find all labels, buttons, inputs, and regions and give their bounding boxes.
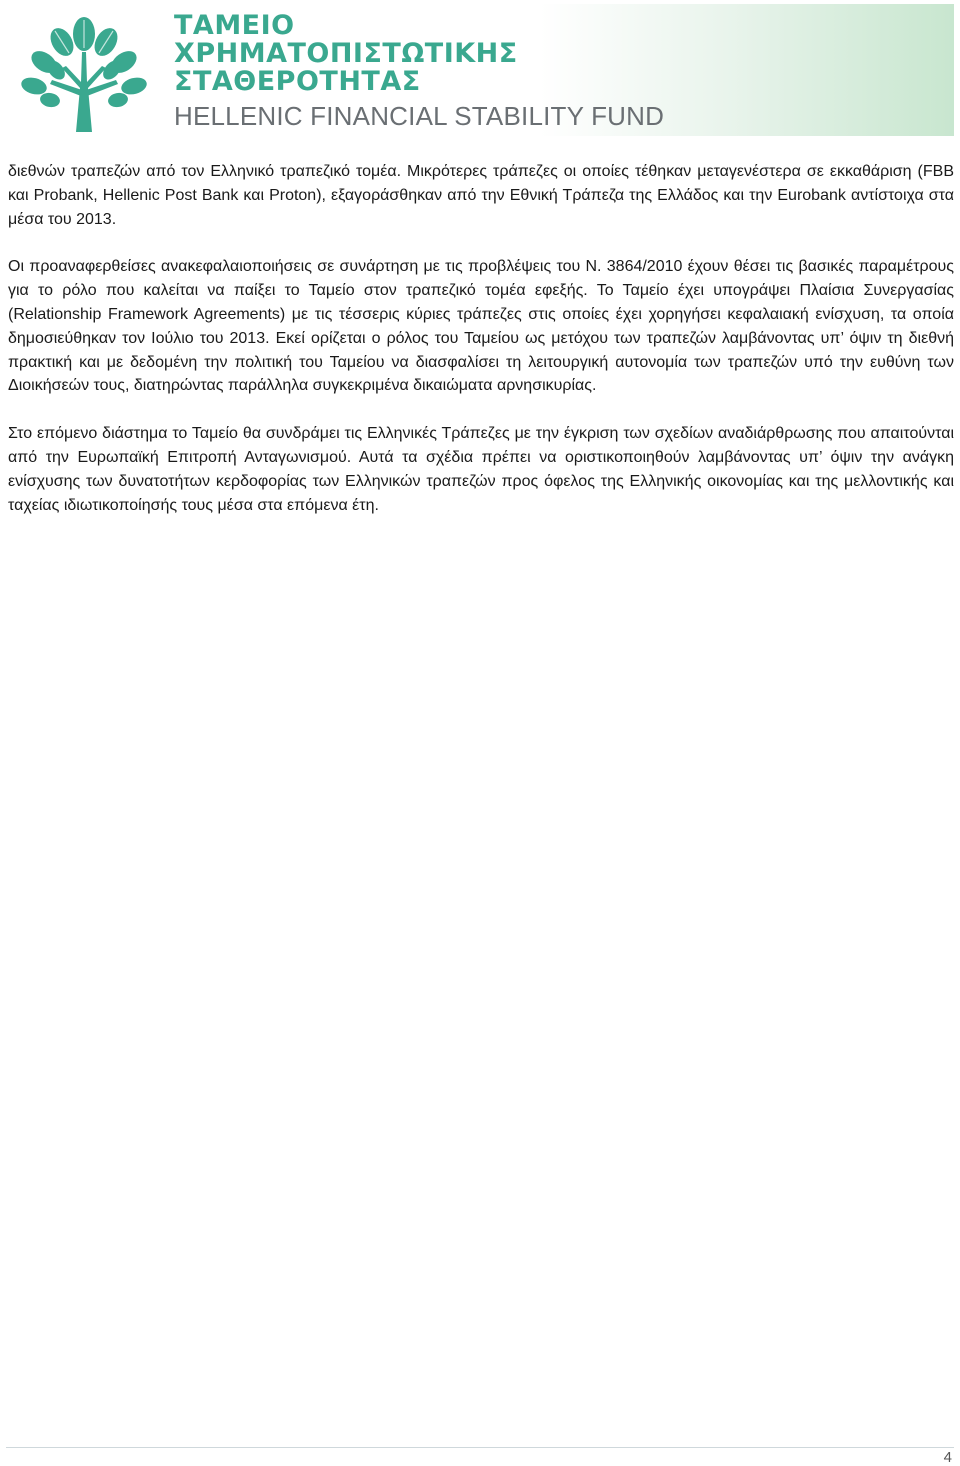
logo-line-3: ΣΤΑΘΕΡΟΤΗΤΑΣ: [174, 66, 421, 97]
paragraph: διεθνών τραπεζών από τον Ελληνικό τραπεζικό τομέα. Μικρότερες τράπεζες οι οποίες τέθηκαν μεταγενέστερα σε εκκαθάριση (FBB και Probank, Hellenic Post Bank και Proton), εξαγοράσθηκαν από την Εθνική Τράπεζα της Ελλάδος και την Eurobank αντίστοιχα στα μέσα του 2013.: [8, 163, 954, 228]
paragraph: Οι προαναφερθείσες ανακεφαλαιοποιήσεις σε συνάρτηση με τις προβλέψεις του Ν. 3864/2010 έχουν θέσει τις βασικές παραμέτρους για το ρόλο που καλείται να παίξει το Ταμείο στον τραπεζικό τομέα εφεξής. Το Ταμείο έχει υπογράψει Πλαίσια Συνεργασίας (Relationship Framework Agreements) με τις τέσσερις κύριες τράπεζες στις οποίες έχει χορηγήσει κεφαλαιακή ενίσχυση, τα οποία δημοσιεύθηκαν τον Ιούλιο του 2013. Εκεί ορίζεται ο ρόλος του Ταμείου ως μετόχου των τραπεζών λαμβάνοντας υπ’ όψιν τη διεθνή πρακτική και με δεδομένη την πολιτική του Ταμείου να διασφαλίσει τη λειτουργική αυτονομία των τραπεζών υπό την ευθύνη των Διοικήσεών τους, διατηρώντας παράλληλα συγκεκριμένα δικαιώματα αρνησικυρίας.: [8, 258, 954, 395]
page-header: [0, 0, 960, 140]
tree-icon: [10, 4, 154, 132]
logo-line-2: ΧΡΗΜΑΤΟΠΙΣΤΩΤΙΚΗΣ: [174, 38, 518, 69]
footer-divider: [6, 1447, 954, 1448]
document-body: [8, 160, 954, 541]
page-number: 4: [943, 1449, 952, 1466]
logo-english-name: HELLENIC FINANCIAL STABILITY FUND: [174, 101, 665, 131]
paragraph: Στο επόμενο διάστημα το Ταμείο θα συνδράμει τις Ελληνικές Τράπεζες με την έγκριση των σχεδίων αναδιάρθρωσης που απαιτούνται από την Ευρωπαϊκή Επιτροπή Ανταγωνισμού. Αυτά τα σχέδια πρέπει να οριστικοποιηθούν λαμβάνοντας υπ’ όψιν την ανάγκη ενίσχυσης των δυνατοτήτων κερδοφορίας των Ελληνικών τραπεζών προς όφελος της Ελληνικής οικονομίας και της μελλοντικής και ταχείας ιδιωτικοποίησής τους μέσα στα επόμενα έτη.: [8, 425, 954, 514]
logo-greek-name: [174, 12, 518, 96]
logo-line-1: ΤΑΜΕΙΟ: [174, 10, 295, 41]
